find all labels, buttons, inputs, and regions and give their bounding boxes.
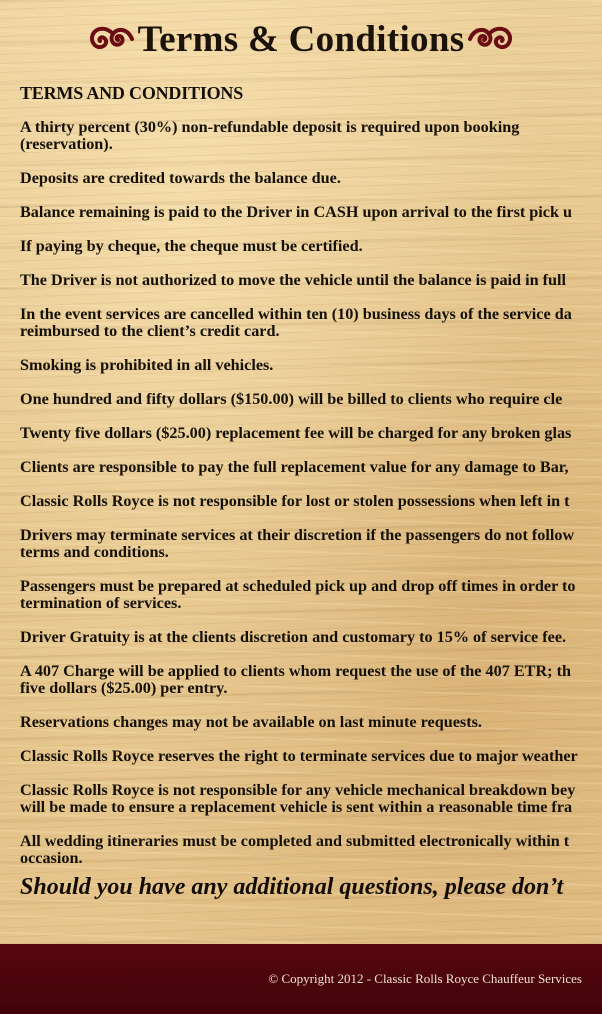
right-flourish-icon bbox=[466, 25, 514, 53]
term-line: Smoking is prohibited in all vehicles. bbox=[20, 356, 274, 374]
term-item bbox=[20, 306, 602, 340]
term-item bbox=[20, 391, 602, 408]
term-line: The Driver is not authorized to move the vehicle until the balance is paid in full bbox=[20, 271, 567, 289]
term-item bbox=[20, 748, 602, 765]
term-line: reimbursed to the client’s credit card. bbox=[20, 322, 280, 340]
term-line: Passengers must be prepared at scheduled pick up and drop off times in order to bbox=[20, 577, 576, 595]
term-item bbox=[20, 425, 602, 442]
term-line: five dollars ($25.00) per entry. bbox=[20, 679, 228, 697]
term-line: A 407 Charge will be applied to clients whom request the use of the 407 ETR; th bbox=[20, 662, 571, 680]
left-flourish-icon bbox=[88, 25, 136, 53]
term-item bbox=[20, 170, 602, 187]
term-line: Drivers may terminate services at their discretion if the passengers do not follow bbox=[20, 526, 575, 544]
term-item bbox=[20, 629, 602, 646]
term-item bbox=[20, 714, 602, 731]
term-line: Clients are responsible to pay the full replacement value for any damage to Bar, bbox=[20, 458, 569, 476]
page-title bbox=[0, 18, 602, 61]
term-line: Driver Gratuity is at the clients discretion and customary to 15% of service fee. bbox=[20, 628, 567, 646]
term-item bbox=[20, 357, 602, 374]
term-line: (reservation). bbox=[20, 135, 113, 153]
term-line: If paying by cheque, the cheque must be certified. bbox=[20, 237, 363, 255]
page-title-text: Terms & Conditions bbox=[137, 19, 465, 60]
copyright-text: © Copyright 2012 - Classic Rolls Royce Chauffeur Services bbox=[268, 971, 582, 986]
term-line: Twenty five dollars ($25.00) replacement fee will be charged for any broken glas bbox=[20, 424, 572, 442]
term-item bbox=[20, 459, 602, 476]
term-line: Classic Rolls Royce is not responsible for lost or stolen possessions when left in t bbox=[20, 492, 570, 510]
footer bbox=[0, 944, 602, 1014]
term-line: Reservations changes may not be available on last minute requests. bbox=[20, 713, 482, 731]
terms-list bbox=[20, 119, 602, 884]
term-item bbox=[20, 493, 602, 510]
term-item bbox=[20, 238, 602, 255]
term-line: Deposits are credited towards the balance due. bbox=[20, 169, 341, 187]
term-item bbox=[20, 204, 602, 221]
term-item bbox=[20, 833, 602, 867]
term-line: Classic Rolls Royce is not responsible for any vehicle mechanical breakdown bey bbox=[20, 781, 576, 799]
term-line: All wedding itineraries must be completed and submitted electronically within t bbox=[20, 832, 570, 850]
term-item bbox=[20, 782, 602, 816]
term-line: In the event services are cancelled within ten (10) business days of the service da bbox=[20, 305, 572, 323]
term-line: Balance remaining is paid to the Driver in CASH upon arrival to the first pick u bbox=[20, 203, 573, 221]
term-line: termination of services. bbox=[20, 594, 182, 612]
term-item bbox=[20, 663, 602, 697]
section-heading: TERMS AND CONDITIONS bbox=[20, 83, 244, 103]
term-item bbox=[20, 578, 602, 612]
term-line: will be made to ensure a replacement vehicle is sent within a reasonable time fra bbox=[20, 798, 573, 816]
term-item bbox=[20, 527, 602, 561]
term-item bbox=[20, 272, 602, 289]
term-line: terms and conditions. bbox=[20, 543, 169, 561]
term-item bbox=[20, 119, 602, 153]
closing-statement: Should you have any additional questions, please don’t bbox=[20, 874, 564, 900]
term-line: One hundred and fifty dollars ($150.00) will be billed to clients who require cle bbox=[20, 390, 563, 408]
term-line: occasion. bbox=[20, 849, 83, 867]
term-line: A thirty percent (30%) non-refundable deposit is required upon booking bbox=[20, 118, 520, 136]
term-line: Classic Rolls Royce reserves the right to terminate services due to major weather bbox=[20, 747, 578, 765]
